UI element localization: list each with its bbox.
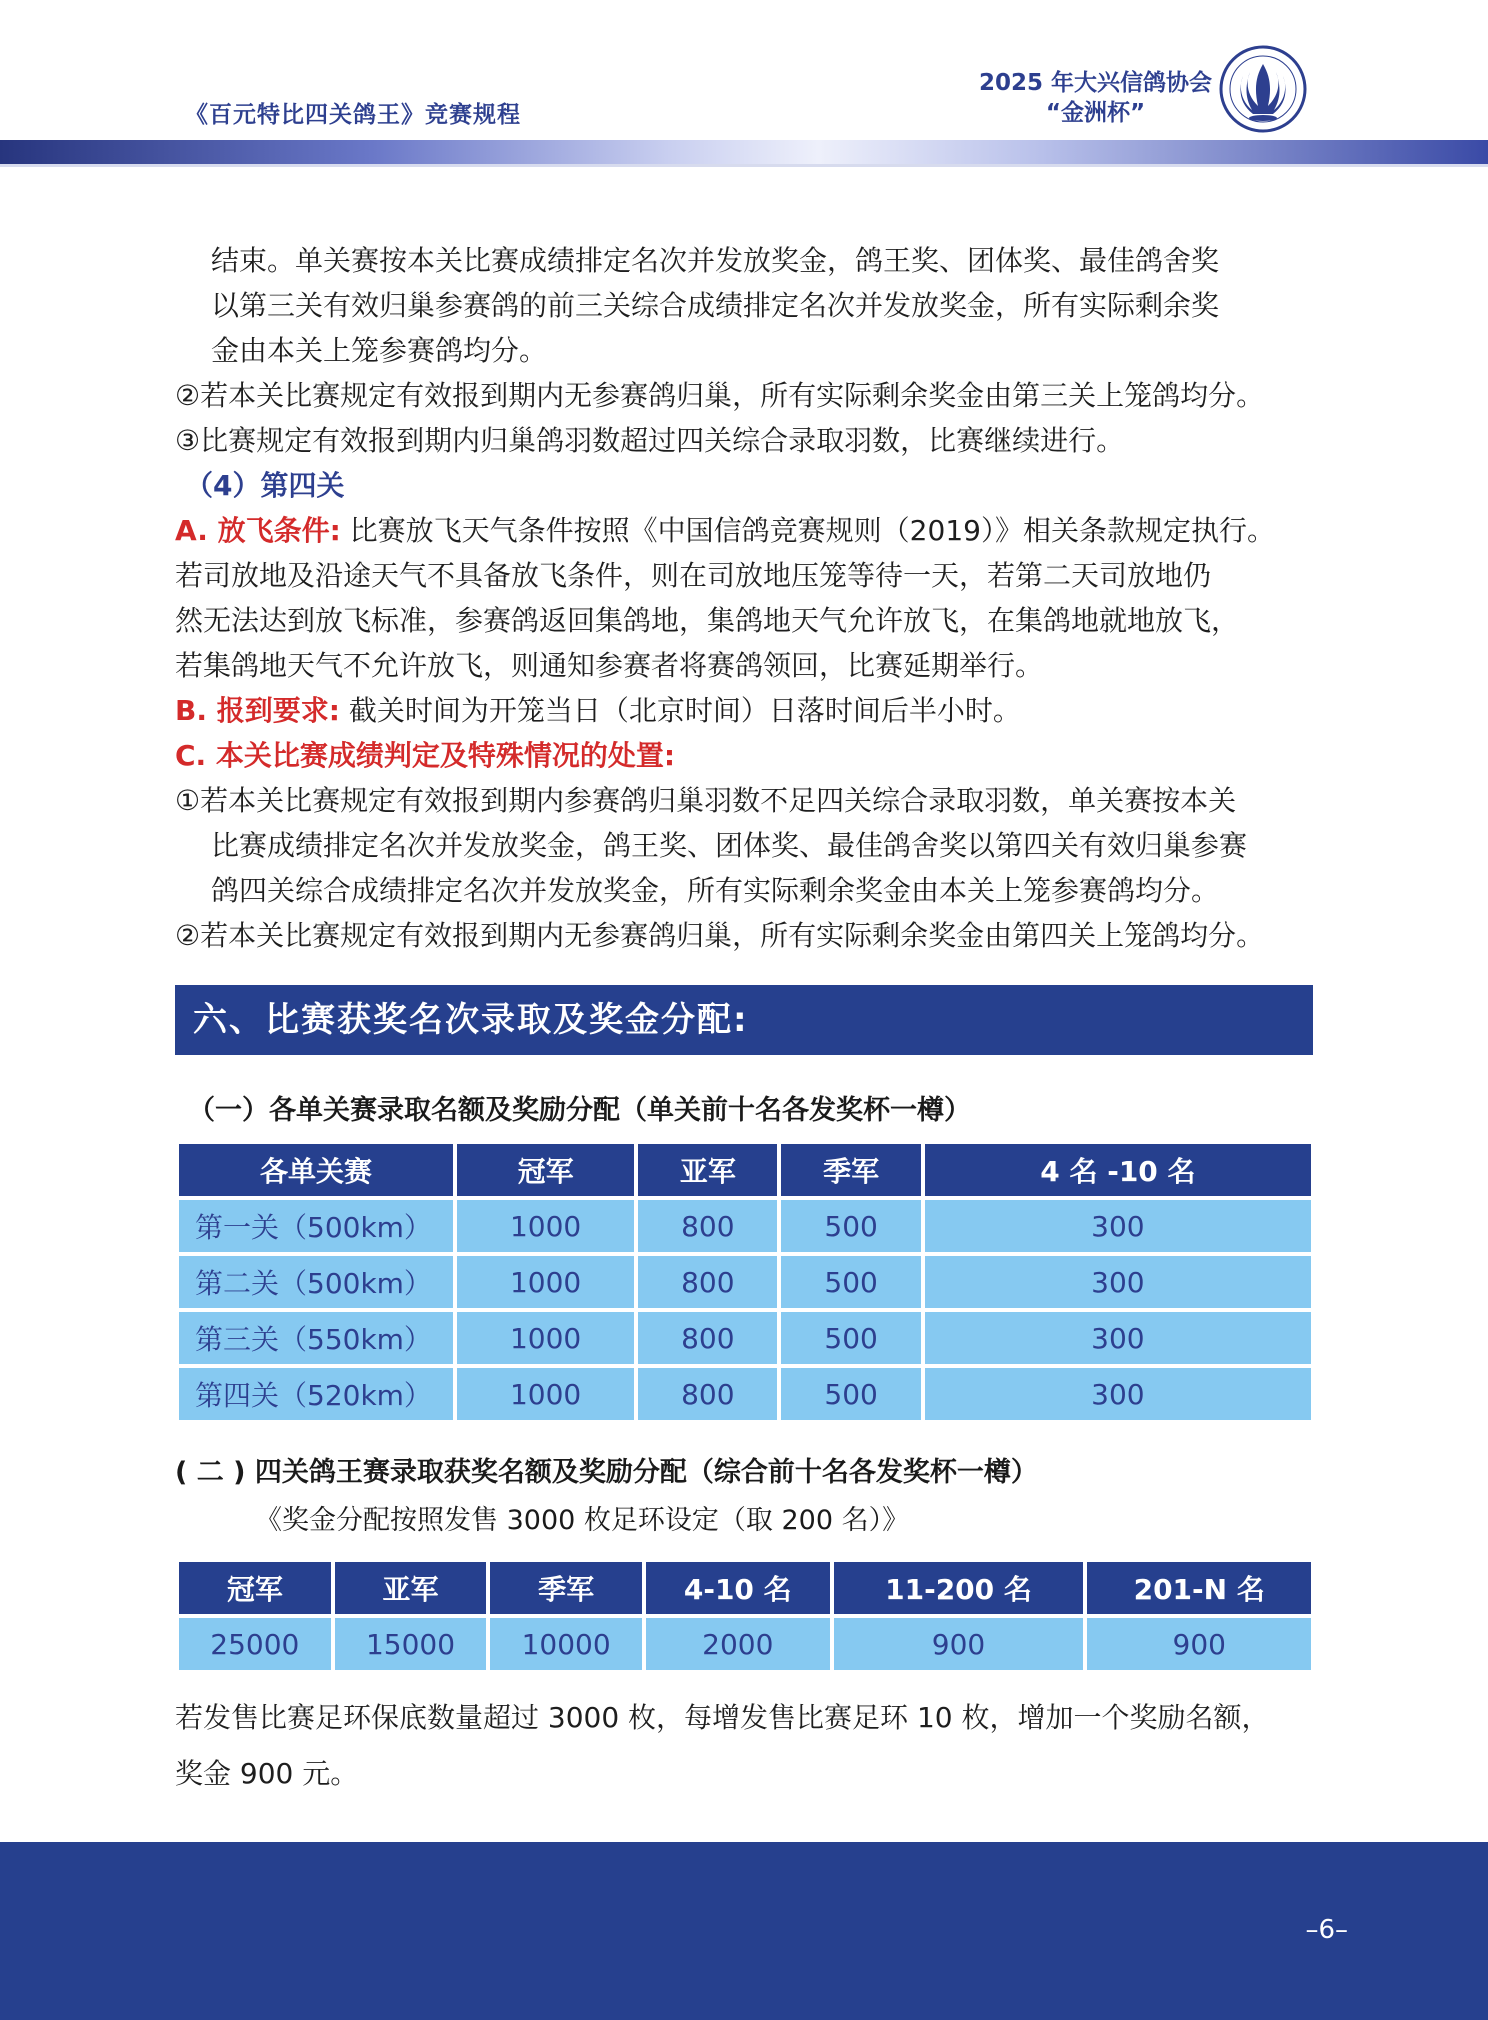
table-header-row — [179, 1562, 1311, 1614]
column-header: 11-200 名 — [834, 1562, 1084, 1614]
page-header — [0, 0, 1488, 170]
paragraph-line: 然无法达到放飞标准，参赛鸽返回集鸽地，集鸽地天气允许放飞，在集鸽地就地放飞， — [175, 604, 1240, 637]
result-rules-heading: C. 本关比赛成绩判定及特殊情况的处置: — [175, 739, 676, 772]
table-cell: 800 — [638, 1312, 777, 1364]
release-conditions — [175, 508, 1315, 553]
table-cell: 800 — [638, 1200, 777, 1252]
check-in-requirements — [175, 688, 1315, 733]
table-cell: 300 — [925, 1256, 1311, 1308]
paragraph-line: 以第三关有效归巢参赛鸽的前三关综合成绩排定名次并发放奖金，所有实际剩余奖 — [211, 289, 1220, 322]
paragraph-line: ②若本关比赛规定有效报到期内无参赛鸽归巢，所有实际剩余奖金由第四关上笼鸽均分。 — [175, 919, 1265, 952]
column-header: 冠军 — [457, 1144, 634, 1196]
table-cell: 第二关（500km） — [179, 1256, 453, 1308]
column-header: 冠军 — [179, 1562, 331, 1614]
table-cell: 15000 — [335, 1618, 487, 1670]
table-cell: 第三关（550km） — [179, 1312, 453, 1364]
check-in-label: B. 报到要求: — [175, 694, 340, 727]
stage-4-heading: （4）第四关 — [185, 469, 345, 502]
table-cell: 800 — [638, 1256, 777, 1308]
paragraph-line: 比赛成绩排定名次并发放奖金，鸽王奖、团体奖、最佳鸽舍奖以第四关有效归巢参赛 — [211, 829, 1248, 862]
paragraph-line: 若集鸽地天气不允许放飞，则通知参赛者将赛鸽领回，比赛延期举行。 — [175, 649, 1044, 682]
table-cell: 800 — [638, 1368, 777, 1420]
paragraph-line: 奖金 900 元。 — [175, 1757, 359, 1790]
header-gradient-band — [0, 140, 1488, 164]
paragraph-line: ③比赛规定有效报到期内归巢鸽羽数超过四关综合录取羽数，比赛继续进行。 — [175, 424, 1125, 457]
table-row — [179, 1312, 1311, 1364]
king-race-prize-table — [175, 1558, 1315, 1674]
column-header: 亚军 — [638, 1144, 777, 1196]
paragraph-line: ①若本关比赛规定有效报到期内参赛鸽归巢羽数不足四关综合录取羽数，单关赛按本关 — [175, 784, 1237, 817]
extra-prize-note — [175, 1690, 1320, 1802]
table-row — [179, 1256, 1311, 1308]
prize-basis-note: 《奖金分配按照发售 3000 枚足环设定（取 200 名）》 — [255, 1505, 910, 1536]
association-line-1: 2025 年大兴信鸽协会 — [978, 70, 1212, 96]
table-cell: 900 — [1087, 1618, 1311, 1670]
header-divider — [0, 164, 1488, 167]
single-race-subtitle: （一）各单关赛录取名额及奖励分配（单关前十名各发奖杯一樽） — [188, 1095, 971, 1126]
table-cell: 1000 — [457, 1200, 634, 1252]
table-cell: 500 — [781, 1256, 920, 1308]
table-cell: 第四关（520km） — [179, 1368, 453, 1420]
table-cell: 900 — [834, 1618, 1084, 1670]
table-row — [179, 1200, 1311, 1252]
release-conditions-label: A. 放飞条件: — [175, 514, 341, 547]
table-cell: 1000 — [457, 1312, 634, 1364]
column-header: 季军 — [490, 1562, 642, 1614]
page-number: –6– — [1305, 1915, 1348, 1945]
table-cell: 300 — [925, 1368, 1311, 1420]
table-cell: 1000 — [457, 1368, 634, 1420]
king-race-subtitle: ( 二 ) 四关鸽王赛录取获奖名额及奖励分配（综合前十名各发奖杯一樽） — [175, 1457, 1038, 1488]
table-cell: 25000 — [179, 1618, 331, 1670]
release-conditions-text: 比赛放飞天气条件按照《中国信鸽竞赛规则（2019）》相关条款规定执行。 — [340, 514, 1275, 547]
page-footer — [0, 1842, 1488, 2020]
document-title: 《百元特比四关鸽王》竞赛规程 — [185, 102, 521, 128]
table-cell: 300 — [925, 1200, 1311, 1252]
column-header: 201-N 名 — [1087, 1562, 1311, 1614]
table-header-row — [179, 1144, 1311, 1196]
column-header: 4-10 名 — [646, 1562, 830, 1614]
check-in-text: 截关时间为开笼当日（北京时间）日落时间后半小时。 — [339, 694, 1021, 727]
column-header: 4 名 -10 名 — [925, 1144, 1311, 1196]
table-cell: 300 — [925, 1312, 1311, 1364]
association-name — [979, 68, 1212, 128]
table-cell: 2000 — [646, 1618, 830, 1670]
paragraph-line: 金由本关上笼参赛鸽均分。 — [211, 334, 548, 367]
paragraph-line: 若司放地及沿途天气不具备放飞条件，则在司放地压笼等待一天，若第二天司放地仍 — [175, 559, 1212, 592]
paragraph-line: 鸽四关综合成绩排定名次并发放奖金，所有实际剩余奖金由本关上笼参赛鸽均分。 — [211, 874, 1220, 907]
table-row — [179, 1368, 1311, 1420]
paragraph-line: ②若本关比赛规定有效报到期内无参赛鸽归巢，所有实际剩余奖金由第三关上笼鸽均分。 — [175, 379, 1265, 412]
association-line-2: “金洲杯” — [1045, 100, 1146, 126]
table-row — [179, 1618, 1311, 1670]
paragraph-line: 结束。单关赛按本关比赛成绩排定名次并发放奖金，鸽王奖、团体奖、最佳鸽舍奖 — [211, 244, 1220, 277]
column-header: 各单关赛 — [179, 1144, 453, 1196]
paragraph-line: 若发售比赛足环保底数量超过 3000 枚，每增发售比赛足环 10 枚，增加一个奖励名额， — [175, 1701, 1270, 1734]
table-cell: 10000 — [490, 1618, 642, 1670]
column-header: 亚军 — [335, 1562, 487, 1614]
table-cell: 500 — [781, 1200, 920, 1252]
table-cell: 第一关（500km） — [179, 1200, 453, 1252]
column-header: 季军 — [781, 1144, 920, 1196]
table-cell: 1000 — [457, 1256, 634, 1308]
table-cell: 500 — [781, 1368, 920, 1420]
single-race-prize-table — [175, 1140, 1315, 1424]
section-6-title: 六、比赛获奖名次录取及奖金分配: — [175, 985, 1313, 1055]
association-logo-icon — [1218, 44, 1308, 134]
table-cell: 500 — [781, 1312, 920, 1364]
body-text — [175, 238, 1315, 958]
